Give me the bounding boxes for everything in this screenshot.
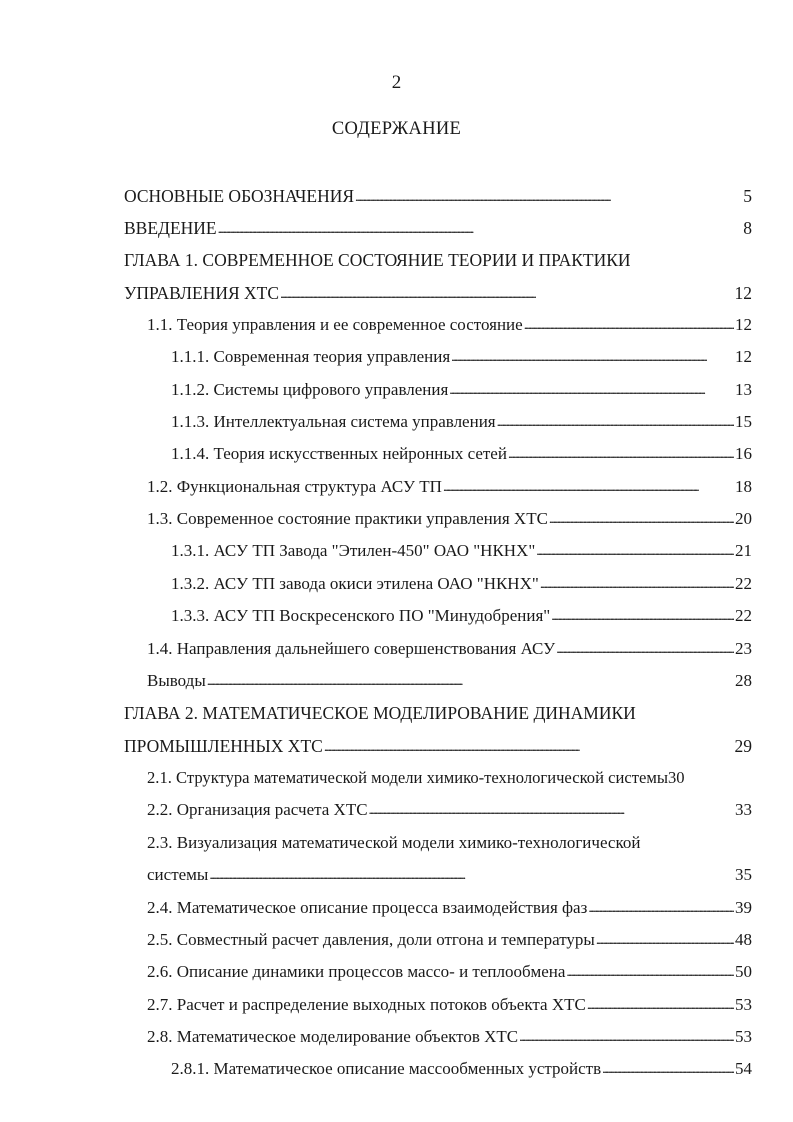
toc-leader-dots	[209, 858, 734, 891]
toc-leader-dots	[588, 891, 734, 924]
toc-entry-text: системы	[147, 865, 209, 884]
toc-entry-page: 12	[735, 315, 752, 334]
toc-leader-dots	[443, 470, 734, 503]
toc-leader-dots	[508, 437, 734, 470]
toc-entry-text: 2.7. Расчет и распределение выходных потоков объекта ХТС	[147, 995, 586, 1014]
toc-entry-page: 53	[735, 995, 752, 1014]
toc-entry-text: 2.3. Визуализация математической модели химико-технологической	[147, 833, 641, 852]
toc-entry-text: 1.1.2. Системы цифрового управления	[171, 380, 449, 399]
toc-leader-dots	[536, 534, 734, 567]
toc-entry-text: ГЛАВА 1. СОВРЕМЕННОЕ СОСТОЯНИЕ ТЕОРИИ И ПРАКТИКИ	[124, 250, 631, 270]
toc-entry-text: 2.1. Структура математической модели химико-технологической системы	[147, 768, 668, 787]
toc-entry[interactable]	[171, 1053, 752, 1085]
toc-entry-page: 28	[735, 671, 752, 690]
toc-entry-page: 29	[734, 736, 752, 756]
toc-entry-page: 33	[735, 800, 752, 819]
toc-entry-page: 54	[735, 1059, 752, 1078]
toc-leader-dots	[449, 373, 734, 406]
toc-entry[interactable]	[147, 989, 752, 1021]
toc-entry-page: 12	[734, 283, 752, 303]
toc-leader-dots	[519, 1020, 734, 1053]
toc-leader-dots	[566, 955, 734, 988]
toc-leader-dots	[451, 340, 734, 373]
toc-entry-text: 1.2. Функциональная структура АСУ ТП	[147, 477, 442, 496]
toc-entry[interactable]	[147, 924, 752, 956]
toc-entry-page: 13	[735, 380, 752, 399]
toc-leader-dots	[207, 664, 734, 697]
toc-entry-text: 1.1.3. Интеллектуальная система управления	[171, 412, 496, 431]
toc-entry-text: 1.3.2. АСУ ТП завода окиси этилена ОАО "НКНХ"	[171, 574, 539, 593]
toc-entry-page: 22	[735, 606, 752, 625]
toc-leader-dots	[369, 793, 734, 826]
toc-entry[interactable]	[124, 244, 752, 276]
toc-entry-text: 2.8.1. Математическое описание массообменных устройств	[171, 1059, 602, 1078]
page-number: 2	[391, 72, 402, 93]
toc-leader-dots	[324, 729, 734, 763]
toc-entry[interactable]	[171, 600, 752, 632]
toc-entry[interactable]	[171, 568, 752, 600]
toc-entry[interactable]	[147, 859, 752, 891]
toc-entry-text: ПРОМЫШЛЕННЫХ ХТС	[124, 736, 323, 756]
toc-entry[interactable]	[171, 438, 752, 470]
toc-entry-text: 1.1. Теория управления и ее современное состояние	[147, 315, 523, 334]
toc-entry[interactable]	[171, 406, 752, 438]
toc-entry-text: 2.4. Математическое описание процесса взаимодействия фаз	[147, 898, 588, 917]
toc-entry-text: 1.1.4. Теория искусственных нейронных сетей	[171, 444, 507, 463]
toc-entry-text: Выводы	[147, 671, 206, 690]
toc-leader-dots	[355, 179, 742, 213]
toc-entry[interactable]	[171, 341, 752, 373]
toc-leader-dots	[497, 405, 734, 438]
toc-entry[interactable]	[147, 471, 752, 503]
toc-entry[interactable]	[147, 956, 752, 988]
toc-entry[interactable]	[147, 503, 752, 535]
toc-entry-text: ГЛАВА 2. МАТЕМАТИЧЕСКОЕ МОДЕЛИРОВАНИЕ ДИНАМИКИ	[124, 703, 636, 723]
toc-entry[interactable]	[147, 762, 752, 794]
toc-leader-dots	[587, 988, 734, 1021]
toc-entry-text: 1.3. Современное состояние практики управления ХТС	[147, 509, 548, 528]
toc-entry[interactable]	[124, 277, 752, 309]
toc-entry-page: 48	[735, 930, 752, 949]
toc-entry-text: 1.1.1. Современная теория управления	[171, 347, 451, 366]
toc-leader-dots	[551, 599, 734, 632]
toc-entry-page: 22	[735, 574, 752, 593]
toc-entry-text: ВВЕДЕНИЕ	[124, 218, 217, 238]
toc-leader-dots	[602, 1052, 734, 1085]
toc-entry[interactable]	[147, 665, 752, 697]
toc-entry-page: 12	[735, 347, 752, 366]
toc-entry[interactable]	[124, 212, 752, 244]
toc-entry-text: 2.2. Организация расчета ХТС	[147, 800, 368, 819]
toc-entry[interactable]	[124, 730, 752, 762]
toc-entry-text: 2.8. Математическое моделирование объектов ХТС	[147, 1027, 519, 1046]
toc-entry-page: 50	[735, 962, 752, 981]
toc-entry[interactable]	[147, 309, 752, 341]
toc-entry[interactable]	[171, 374, 752, 406]
toc-entry-page: 21	[735, 541, 752, 560]
toc-entry-page: 15	[735, 412, 752, 431]
toc-leader-dots	[524, 308, 734, 341]
toc-entry-page: 39	[735, 898, 752, 917]
toc-leader-dots	[218, 211, 743, 245]
toc-entry[interactable]	[147, 1021, 752, 1053]
toc-entry-text: 1.3.3. АСУ ТП Воскресенского ПО "Минудобрения"	[171, 606, 551, 625]
toc-entry[interactable]	[124, 697, 752, 729]
toc-entry-page: 20	[735, 509, 752, 528]
toc-entry-page: 53	[735, 1027, 752, 1046]
toc-entry-page: 30	[668, 768, 685, 787]
toc-entry-page: 16	[735, 444, 752, 463]
toc-leader-dots	[280, 276, 733, 310]
toc-entry-text: ОСНОВНЫЕ ОБОЗНАЧЕНИЯ	[124, 186, 355, 206]
toc-entry[interactable]	[147, 892, 752, 924]
toc-entry[interactable]	[124, 180, 752, 212]
toc-entry-page: 18	[735, 477, 752, 496]
toc-entry-page: 8	[743, 218, 752, 238]
toc-entry-text: 2.5. Совместный расчет давления, доли отгона и температуры	[147, 930, 595, 949]
toc-entry-page: 35	[735, 865, 752, 884]
toc-entry-text: 1.3.1. АСУ ТП Завода "Этилен-450" ОАО "НКНХ"	[171, 541, 536, 560]
toc-leader-dots	[540, 567, 734, 600]
toc-entry-text: 2.6. Описание динамики процессов массо- и теплообмена	[147, 962, 566, 981]
toc-entry-text: УПРАВЛЕНИЯ ХТС	[124, 283, 280, 303]
toc-entry-page: 5	[743, 186, 752, 206]
toc-entry[interactable]	[147, 827, 752, 859]
toc-leader-dots	[596, 923, 734, 956]
toc-entry[interactable]	[171, 535, 752, 567]
toc-leader-dots	[549, 502, 734, 535]
toc-entry[interactable]	[147, 633, 752, 665]
toc-entry[interactable]	[147, 794, 752, 826]
toc-leader-dots	[556, 632, 734, 665]
page-title: СОДЕРЖАНИЕ	[331, 119, 462, 139]
toc-entry-page: 23	[735, 639, 752, 658]
toc-entry-text: 1.4. Направления дальнейшего совершенствования АСУ	[147, 639, 556, 658]
